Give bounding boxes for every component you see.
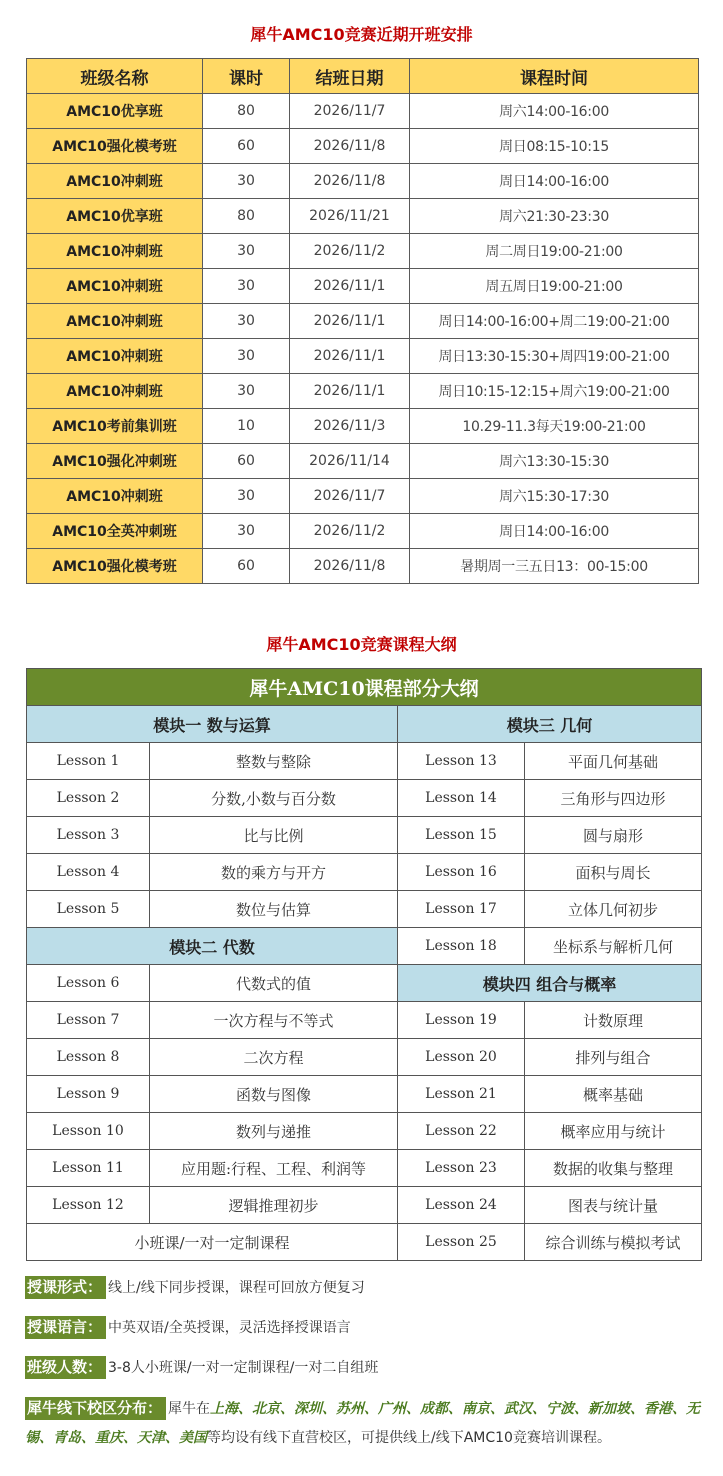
module4-heading: 模块四 组合与概率 <box>398 965 702 1002</box>
hours-cell: 10 <box>203 409 290 444</box>
city-name: 深圳 <box>294 1401 323 1417</box>
hours-cell: 30 <box>203 234 290 269</box>
format-info <box>25 1273 705 1302</box>
schedule-row <box>27 339 699 374</box>
course-time-cell: 周六21:30-23:30 <box>410 199 699 234</box>
class-name-cell: AMC10冲刺班 <box>27 339 203 374</box>
end-date-cell: 2026/11/1 <box>290 269 410 304</box>
city-separator: 、 <box>574 1401 589 1417</box>
city-separator: 、 <box>165 1430 179 1446</box>
city-separator: 、 <box>238 1401 253 1417</box>
lesson-number: Lesson 15 <box>398 817 525 854</box>
hours-cell: 60 <box>203 444 290 479</box>
course-time-cell: 10.29-11.3每天19:00-21:00 <box>410 409 699 444</box>
lesson-topic: 综合训练与模拟考试 <box>525 1224 702 1261</box>
schedule-row <box>27 94 699 129</box>
lesson-topic: 代数式的值 <box>150 965 398 1002</box>
header-end-date: 结班日期 <box>290 59 410 94</box>
lesson-number: Lesson 1 <box>27 743 150 780</box>
lesson-number: Lesson 7 <box>27 1002 150 1039</box>
class-name-cell: AMC10优享班 <box>27 199 203 234</box>
hours-cell: 80 <box>203 199 290 234</box>
end-date-cell: 2026/11/7 <box>290 94 410 129</box>
schedule-row <box>27 164 699 199</box>
lesson-topic: 数据的收集与整理 <box>525 1150 702 1187</box>
lesson-topic: 概率基础 <box>525 1076 702 1113</box>
lesson-number: Lesson 23 <box>398 1150 525 1187</box>
hours-cell: 30 <box>203 304 290 339</box>
campus-info <box>25 1394 705 1453</box>
lesson-number: Lesson 20 <box>398 1039 525 1076</box>
course-format-note: 小班课/一对一定制课程 <box>27 1224 398 1261</box>
schedule-row <box>27 374 699 409</box>
lesson-topic: 三角形与四边形 <box>525 780 702 817</box>
city-name: 北京 <box>252 1401 281 1417</box>
city-name: 成都 <box>420 1401 449 1417</box>
city-separator: 、 <box>123 1430 137 1446</box>
campus-label: 犀牛线下校区分布： <box>25 1397 166 1420</box>
syllabus-row <box>27 780 702 817</box>
end-date-cell: 2026/11/7 <box>290 479 410 514</box>
class-size-info <box>25 1353 705 1382</box>
city-separator: 、 <box>322 1401 337 1417</box>
end-date-cell: 2026/11/3 <box>290 409 410 444</box>
format-text: 线上/线下同步授课，课程可回放方便复习 <box>108 1280 365 1296</box>
language-info <box>25 1313 705 1342</box>
class-name-cell: AMC10考前集训班 <box>27 409 203 444</box>
syllabus-heading-row <box>27 669 702 706</box>
course-time-cell: 周日14:00-16:00+周二19:00-21:00 <box>410 304 699 339</box>
lesson-number: Lesson 19 <box>398 1002 525 1039</box>
lesson-topic: 二次方程 <box>150 1039 398 1076</box>
language-text: 中英双语/全英授课，灵活选择授课语言 <box>108 1320 351 1336</box>
lesson-topic: 面积与周长 <box>525 854 702 891</box>
city-separator: 、 <box>280 1401 295 1417</box>
city-name: 青岛 <box>53 1430 81 1446</box>
hours-cell: 30 <box>203 374 290 409</box>
course-time-cell: 周日10:15-12:15+周六19:00-21:00 <box>410 374 699 409</box>
hours-cell: 30 <box>203 479 290 514</box>
syllabus-row <box>27 1039 702 1076</box>
city-name: 上海 <box>210 1401 239 1417</box>
schedule-title: 犀牛AMC10竞赛近期开班安排 <box>250 25 473 44</box>
class-name-cell: AMC10冲刺班 <box>27 269 203 304</box>
course-time-cell: 周二周日19:00-21:00 <box>410 234 699 269</box>
syllabus-row <box>27 928 702 965</box>
syllabus-row <box>27 1150 702 1187</box>
schedule-row <box>27 304 699 339</box>
syllabus-row <box>27 817 702 854</box>
class-name-cell: AMC10强化模考班 <box>27 549 203 584</box>
hours-cell: 30 <box>203 164 290 199</box>
schedule-row <box>27 444 699 479</box>
city-name: 新加坡 <box>588 1401 631 1417</box>
city-name: 美国 <box>179 1430 207 1446</box>
course-time-cell: 周五周日19:00-21:00 <box>410 269 699 304</box>
hours-cell: 30 <box>203 339 290 374</box>
lesson-topic: 比与比例 <box>150 817 398 854</box>
city-separator: 、 <box>672 1401 687 1417</box>
lesson-number: Lesson 18 <box>398 928 525 965</box>
syllabus-row <box>27 743 702 780</box>
syllabus-row <box>27 1113 702 1150</box>
lesson-topic: 数列与递推 <box>150 1113 398 1150</box>
schedule-row <box>27 234 699 269</box>
city-name: 南京 <box>462 1401 491 1417</box>
schedule-header-row <box>27 59 699 94</box>
format-label: 授课形式： <box>25 1276 106 1299</box>
lesson-number: Lesson 5 <box>27 891 150 928</box>
schedule-row <box>27 549 699 584</box>
hours-cell: 30 <box>203 269 290 304</box>
course-time-cell: 暑期周一三五日13：00-15:00 <box>410 549 699 584</box>
lesson-topic: 应用题:行程、工程、利润等 <box>150 1150 398 1187</box>
end-date-cell: 2026/11/1 <box>290 304 410 339</box>
syllabus-row <box>27 891 702 928</box>
end-date-cell: 2026/11/21 <box>290 199 410 234</box>
class-name-cell: AMC10冲刺班 <box>27 164 203 199</box>
lesson-topic: 分数,小数与百分数 <box>150 780 398 817</box>
course-time-cell: 周六14:00-16:00 <box>410 94 699 129</box>
lesson-topic: 逻辑推理初步 <box>150 1187 398 1224</box>
end-date-cell: 2026/11/8 <box>290 549 410 584</box>
lesson-number: Lesson 8 <box>27 1039 150 1076</box>
syllabus-row <box>27 1076 702 1113</box>
module1-heading: 模块一 数与运算 <box>27 706 398 743</box>
lesson-number: Lesson 17 <box>398 891 525 928</box>
city-separator: 、 <box>406 1401 421 1417</box>
lesson-topic: 一次方程与不等式 <box>150 1002 398 1039</box>
lesson-number: Lesson 14 <box>398 780 525 817</box>
city-separator: 、 <box>532 1401 547 1417</box>
end-date-cell: 2026/11/1 <box>290 339 410 374</box>
lesson-number: Lesson 25 <box>398 1224 525 1261</box>
schedule-row <box>27 514 699 549</box>
city-name: 苏州 <box>336 1401 365 1417</box>
schedule-row <box>27 269 699 304</box>
syllabus-table <box>26 668 702 1261</box>
syllabus-row <box>27 854 702 891</box>
city-name: 宁波 <box>546 1401 575 1417</box>
schedule-row <box>27 409 699 444</box>
lesson-topic: 计数原理 <box>525 1002 702 1039</box>
city-separator: 、 <box>630 1401 645 1417</box>
syllabus-row <box>27 1187 702 1224</box>
campus-suffix: 等均设有线下直营校区，可提供线上/线下AMC10竞赛培训课程。 <box>207 1430 611 1446</box>
class-size-text: 3-8人小班课/一对一定制课程/一对二自组班 <box>108 1360 379 1376</box>
module2-heading: 模块二 代数 <box>27 928 398 965</box>
hours-cell: 60 <box>203 549 290 584</box>
course-time-cell: 周六15:30-17:30 <box>410 479 699 514</box>
course-time-cell: 周六13:30-15:30 <box>410 444 699 479</box>
class-name-cell: AMC10冲刺班 <box>27 234 203 269</box>
city-name: 重庆 <box>95 1430 123 1446</box>
course-time-cell: 周日13:30-15:30+周四19:00-21:00 <box>410 339 699 374</box>
lesson-number: Lesson 3 <box>27 817 150 854</box>
schedule-row <box>27 479 699 514</box>
lesson-topic: 平面几何基础 <box>525 743 702 780</box>
language-label: 授课语言： <box>25 1316 106 1339</box>
city-separator: 、 <box>39 1430 53 1446</box>
city-name: 天津 <box>137 1430 165 1446</box>
lesson-topic: 图表与统计量 <box>525 1187 702 1224</box>
module3-heading: 模块三 几何 <box>398 706 702 743</box>
schedule-table <box>26 58 699 584</box>
lesson-number: Lesson 6 <box>27 965 150 1002</box>
lesson-number: Lesson 4 <box>27 854 150 891</box>
hours-cell: 60 <box>203 129 290 164</box>
class-name-cell: AMC10强化模考班 <box>27 129 203 164</box>
city-name: 香港 <box>644 1401 673 1417</box>
course-time-cell: 周日14:00-16:00 <box>410 164 699 199</box>
lesson-topic: 数位与估算 <box>150 891 398 928</box>
header-class-name: 班级名称 <box>27 59 203 94</box>
schedule-row <box>27 129 699 164</box>
end-date-cell: 2026/11/2 <box>290 234 410 269</box>
header-hours: 课时 <box>203 59 290 94</box>
campus-prefix: 犀牛在 <box>168 1401 211 1417</box>
lesson-topic: 整数与整除 <box>150 743 398 780</box>
class-name-cell: AMC10强化冲刺班 <box>27 444 203 479</box>
syllabus-row <box>27 1002 702 1039</box>
hours-cell: 30 <box>203 514 290 549</box>
city-separator: 、 <box>490 1401 505 1417</box>
schedule-row <box>27 199 699 234</box>
lesson-number: Lesson 11 <box>27 1150 150 1187</box>
course-time-cell: 周日14:00-16:00 <box>410 514 699 549</box>
lesson-number: Lesson 2 <box>27 780 150 817</box>
lesson-number: Lesson 13 <box>398 743 525 780</box>
class-name-cell: AMC10全英冲刺班 <box>27 514 203 549</box>
lesson-topic: 概率应用与统计 <box>525 1113 702 1150</box>
syllabus-row <box>27 1224 702 1261</box>
end-date-cell: 2026/11/8 <box>290 129 410 164</box>
lesson-number: Lesson 22 <box>398 1113 525 1150</box>
end-date-cell: 2026/11/8 <box>290 164 410 199</box>
city-separator: 、 <box>364 1401 379 1417</box>
end-date-cell: 2026/11/2 <box>290 514 410 549</box>
lesson-number: Lesson 16 <box>398 854 525 891</box>
lesson-number: Lesson 9 <box>27 1076 150 1113</box>
class-name-cell: AMC10冲刺班 <box>27 374 203 409</box>
lesson-topic: 坐标系与解析几何 <box>525 928 702 965</box>
lesson-number: Lesson 21 <box>398 1076 525 1113</box>
class-name-cell: AMC10冲刺班 <box>27 304 203 339</box>
syllabus-row <box>27 965 702 1002</box>
class-name-cell: AMC10冲刺班 <box>27 479 203 514</box>
hours-cell: 80 <box>203 94 290 129</box>
city-separator: 、 <box>81 1430 95 1446</box>
lesson-number: Lesson 10 <box>27 1113 150 1150</box>
syllabus-heading: 犀牛AMC10课程部分大纲 <box>27 669 702 706</box>
lesson-topic: 立体几何初步 <box>525 891 702 928</box>
city-name: 无锡 <box>25 1401 701 1446</box>
lesson-topic: 函数与图像 <box>150 1076 398 1113</box>
syllabus-title: 犀牛AMC10竞赛课程大纲 <box>266 635 457 654</box>
city-name: 广州 <box>378 1401 407 1417</box>
lesson-number: Lesson 24 <box>398 1187 525 1224</box>
lesson-topic: 圆与扇形 <box>525 817 702 854</box>
class-name-cell: AMC10优享班 <box>27 94 203 129</box>
lesson-topic: 数的乘方与开方 <box>150 854 398 891</box>
lesson-topic: 排列与组合 <box>525 1039 702 1076</box>
header-course-time: 课程时间 <box>410 59 699 94</box>
course-time-cell: 周日08:15-10:15 <box>410 129 699 164</box>
class-size-label: 班级人数： <box>25 1356 106 1379</box>
end-date-cell: 2026/11/14 <box>290 444 410 479</box>
lesson-number: Lesson 12 <box>27 1187 150 1224</box>
end-date-cell: 2026/11/1 <box>290 374 410 409</box>
city-name: 武汉 <box>504 1401 533 1417</box>
city-separator: 、 <box>448 1401 463 1417</box>
syllabus-row <box>27 706 702 743</box>
